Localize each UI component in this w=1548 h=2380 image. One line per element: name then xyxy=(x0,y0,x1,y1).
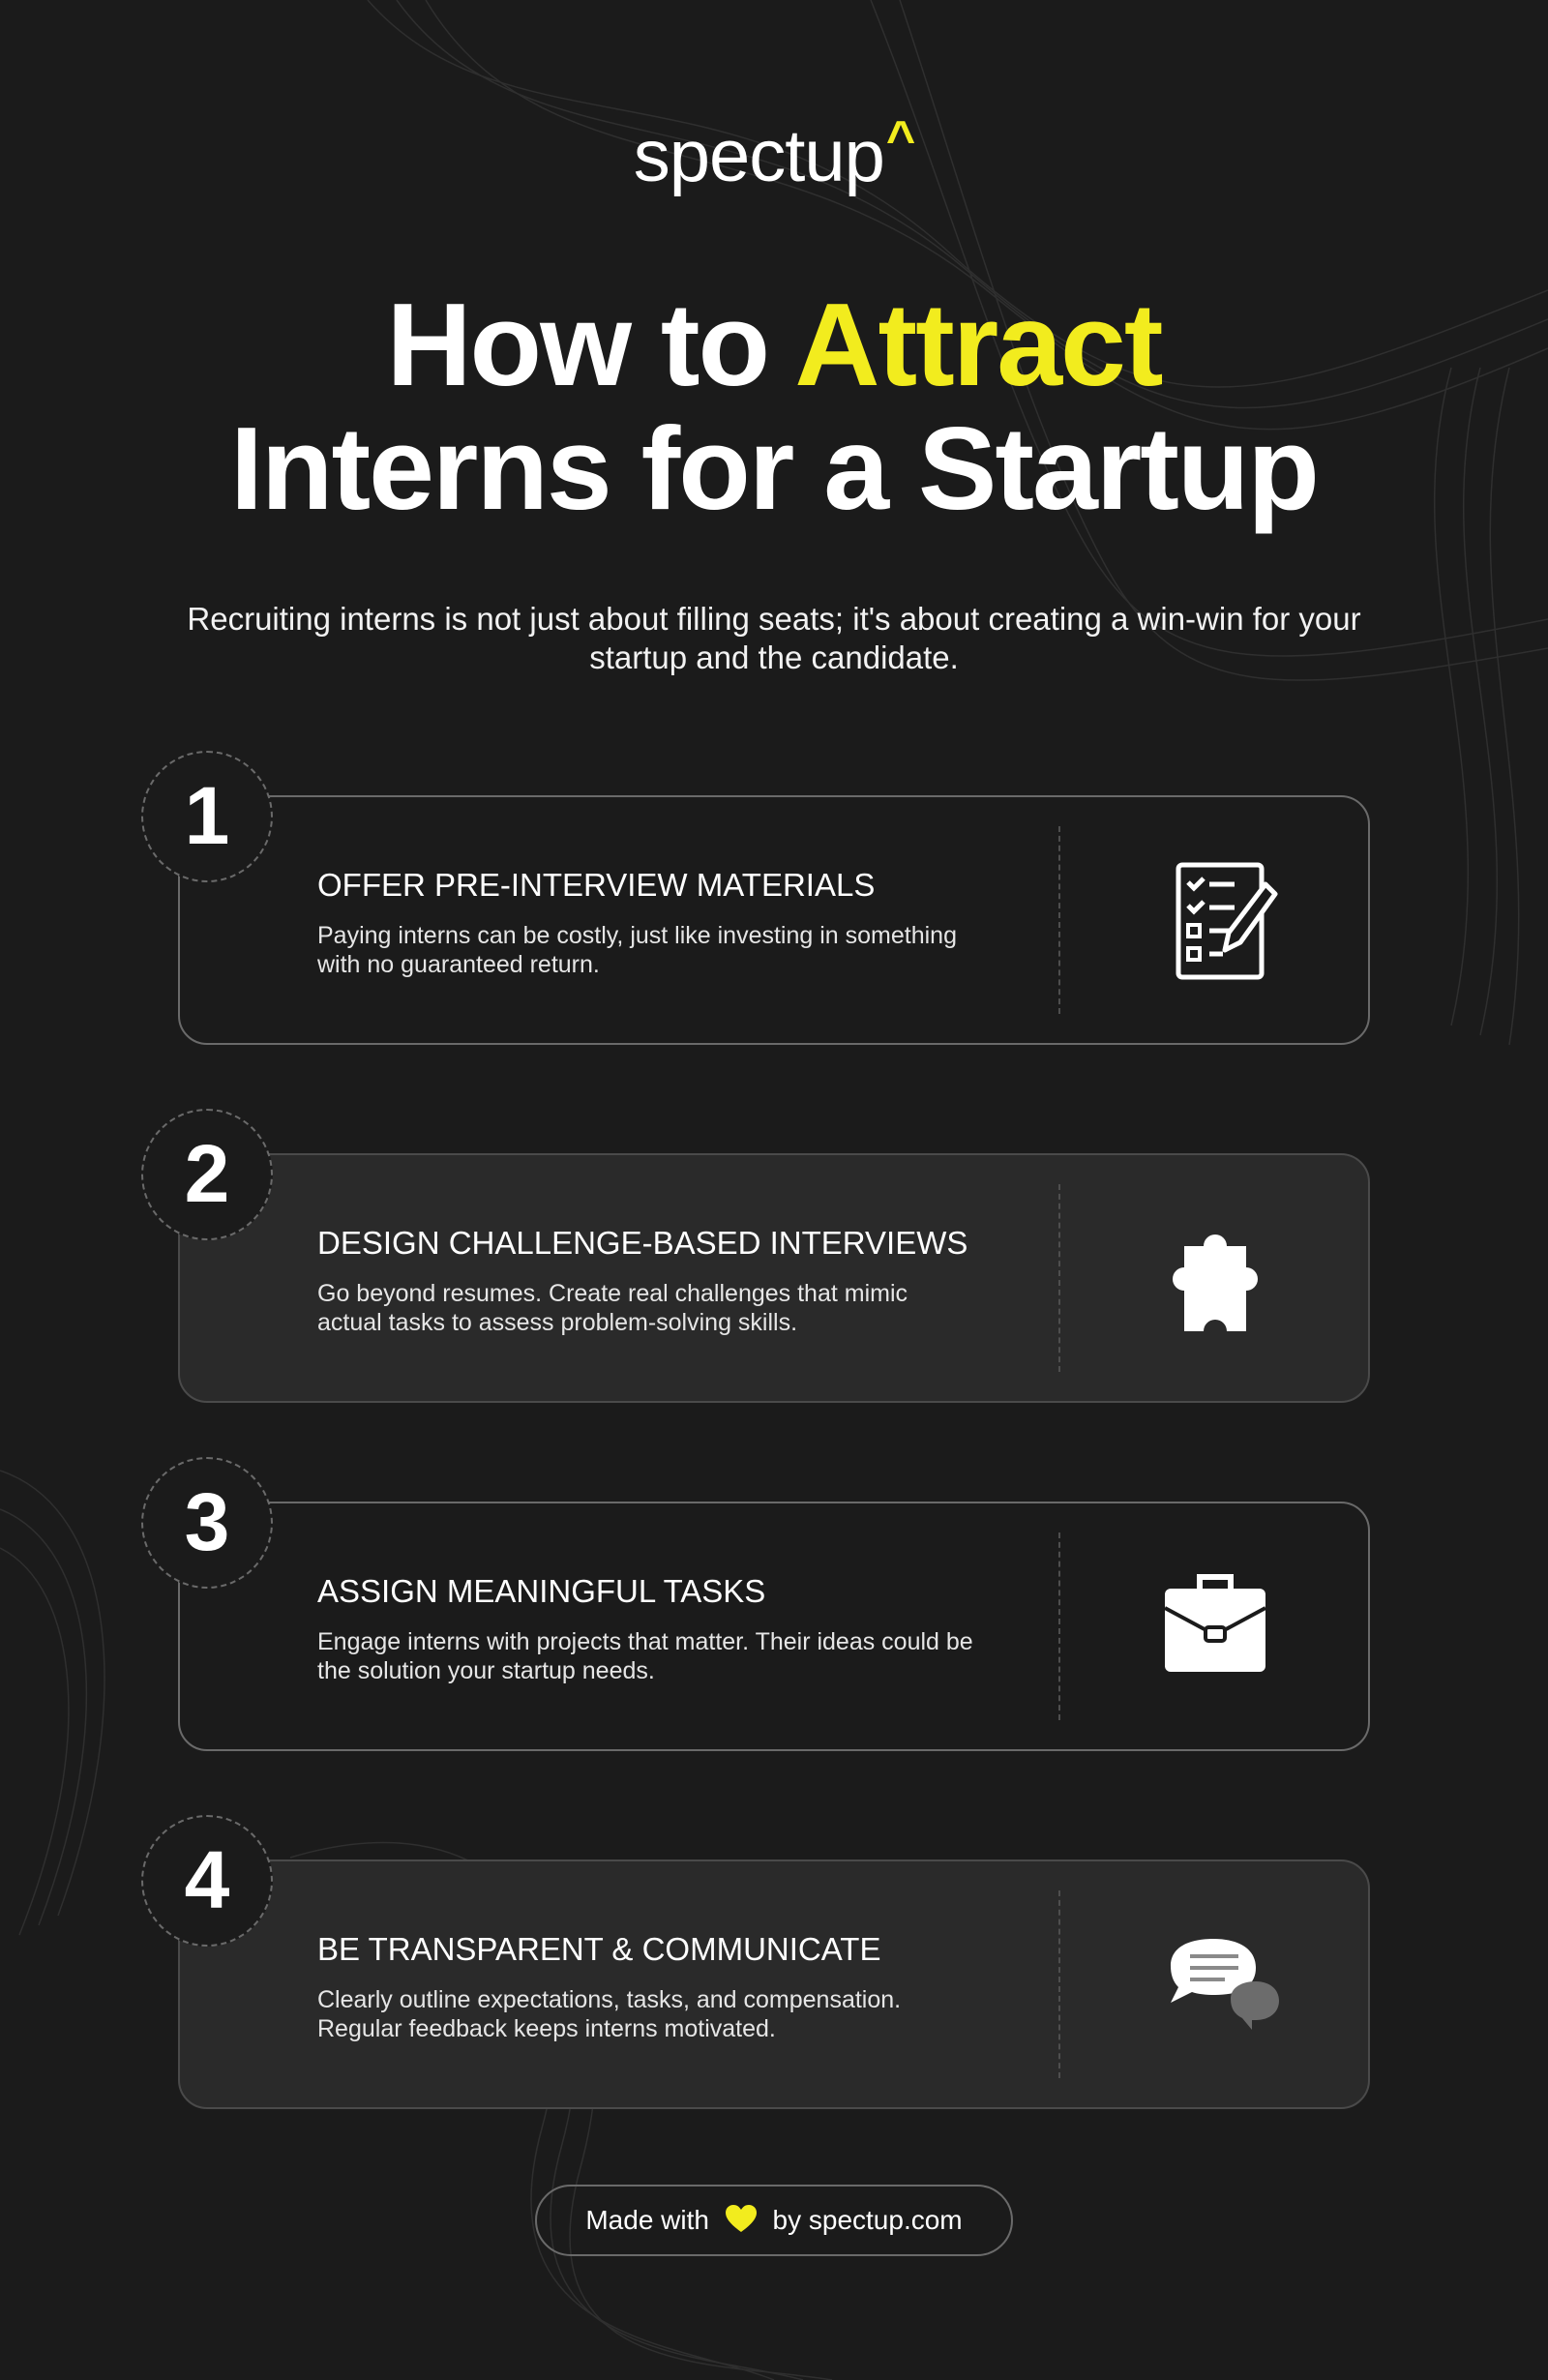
page-title xyxy=(0,279,1548,534)
briefcase-icon xyxy=(1138,1560,1293,1695)
title-line2: Interns for a Startup xyxy=(230,402,1318,534)
step-description: Paying interns can be costly, just like investing in something with no guaranteed return. xyxy=(317,922,957,978)
step-card-4 xyxy=(178,1859,1370,2109)
step-number-3: 3 xyxy=(141,1457,273,1589)
spectup-logo xyxy=(0,111,1548,198)
puzzle-icon xyxy=(1138,1211,1293,1347)
logo-text: spectup xyxy=(633,115,884,197)
step-description: Engage interns with projects that matter. Their ideas could be the solution your startup needs. xyxy=(317,1628,973,1684)
divider xyxy=(1058,1532,1060,1720)
chat-bubbles-icon xyxy=(1138,1918,1293,2053)
checklist-icon xyxy=(1138,853,1293,989)
footer-suffix: by spectup.com xyxy=(772,2205,963,2235)
step-card-1 xyxy=(178,795,1370,1045)
step-number-4: 4 xyxy=(141,1815,273,1947)
footer-prefix: Made with xyxy=(585,2205,709,2235)
heart-icon xyxy=(725,2205,758,2234)
title-highlight: Attract xyxy=(794,279,1162,410)
made-with-footer[interactable] xyxy=(535,2185,1013,2256)
step-heading: ASSIGN MEANINGFUL TASKS xyxy=(317,1573,766,1609)
divider xyxy=(1058,1890,1060,2078)
step-heading: BE TRANSPARENT & COMMUNICATE xyxy=(317,1931,881,1967)
step-heading: OFFER PRE-INTERVIEW MATERIALS xyxy=(317,867,876,903)
step-number-2: 2 xyxy=(141,1109,273,1240)
step-card-2 xyxy=(178,1153,1370,1403)
step-description: Go beyond resumes. Create real challenges that mimic actual tasks to assess problem-solving skills. xyxy=(317,1280,908,1336)
divider xyxy=(1058,826,1060,1014)
step-heading: DESIGN CHALLENGE-BASED INTERVIEWS xyxy=(317,1225,968,1261)
step-description: Clearly outline expectations, tasks, and compensation. Regular feedback keeps interns motivated. xyxy=(317,1986,902,2042)
divider xyxy=(1058,1184,1060,1372)
intro-text: Recruiting interns is not just about filling seats; it's about creating a win-win for your startup and the candidate. xyxy=(187,601,1361,675)
title-prefix: How to xyxy=(386,279,795,410)
logo-caret: ^ xyxy=(885,111,915,167)
step-card-3 xyxy=(178,1502,1370,1751)
step-number-1: 1 xyxy=(141,751,273,882)
